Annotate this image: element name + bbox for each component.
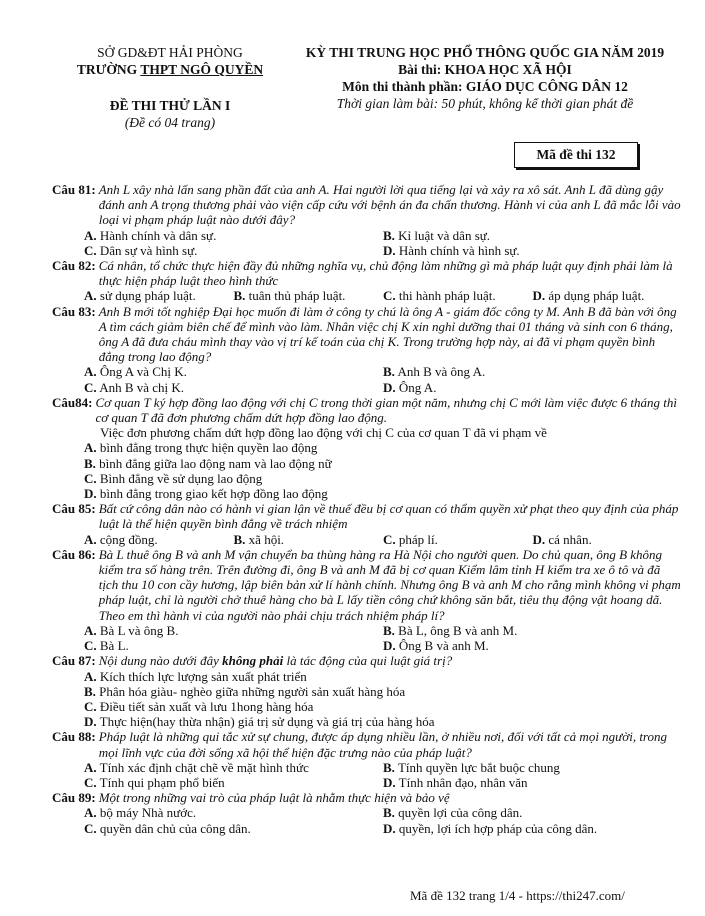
page-footer: Mã đề 132 trang 1/4 - https://thi247.com/ bbox=[410, 888, 625, 903]
answer-option bbox=[383, 288, 533, 303]
answer-options bbox=[52, 623, 682, 653]
department-name: SỞ GD&ĐT HẢI PHÒNG bbox=[97, 45, 243, 60]
question-text-part: là tác động của qui luật giá trị? bbox=[283, 653, 453, 669]
answer-option bbox=[84, 456, 682, 471]
option-letter: C. bbox=[84, 774, 97, 790]
option-text: Tính quyền lực bắt buộc chung bbox=[397, 759, 560, 775]
option-letter: A. bbox=[84, 288, 97, 304]
answer-option bbox=[383, 380, 682, 395]
question-subtext: Việc đơn phương chấm dứt hợp đồng lao động với chị C của cơ quan T đã vi phạm về bbox=[100, 425, 547, 441]
option-letter: B. bbox=[383, 759, 395, 775]
option-text: Bà L và ông B. bbox=[99, 622, 179, 638]
option-text: tuân thủ pháp luật. bbox=[248, 288, 346, 304]
component-title: Môn thi thành phần: GIÁO DỤC CÔNG DÂN 12 bbox=[342, 79, 628, 94]
question bbox=[52, 258, 682, 304]
option-text: Anh B và ông A. bbox=[397, 364, 486, 380]
answer-option bbox=[84, 288, 234, 303]
national-exam-title: KỲ THI TRUNG HỌC PHỔ THÔNG QUỐC GIA NĂM 2019 bbox=[305, 45, 665, 60]
header-right bbox=[290, 44, 680, 112]
answer-option bbox=[234, 532, 384, 547]
option-letter: D. bbox=[532, 288, 546, 304]
option-text: bộ máy Nhà nước. bbox=[99, 805, 197, 821]
answer-option bbox=[84, 684, 682, 699]
option-text: Tính xác định chặt chẽ về mặt hình thức bbox=[99, 759, 309, 775]
option-text: Hành chính và hình sự. bbox=[398, 242, 520, 258]
option-letter: D. bbox=[84, 714, 97, 730]
option-letter: B. bbox=[233, 288, 246, 304]
answer-option bbox=[84, 805, 383, 820]
option-text: Bà L, ông B và anh M. bbox=[398, 622, 518, 638]
answer-option bbox=[84, 699, 682, 714]
option-letter: A. bbox=[84, 227, 97, 243]
option-letter: C. bbox=[84, 638, 97, 654]
option-letter: A. bbox=[84, 759, 97, 775]
option-text: Ông A và Chị K. bbox=[99, 364, 187, 380]
answer-option bbox=[383, 243, 682, 258]
question-number: Câu 81: bbox=[52, 182, 96, 197]
option-letter: C. bbox=[84, 470, 97, 486]
option-text: Ông B và anh M. bbox=[398, 638, 489, 654]
option-text: Kích thích lực lượng sản xuất phát triển bbox=[99, 668, 307, 684]
option-text: Bình đẳng về sử dụng lao động bbox=[99, 470, 263, 486]
answer-options bbox=[52, 532, 682, 547]
option-letter: B. bbox=[383, 805, 395, 821]
option-text: Thực hiện(hay thừa nhận) giá trị sử dụng và giá trị của hàng hóa bbox=[99, 714, 435, 730]
answer-option bbox=[383, 821, 682, 836]
option-text: Kỉ luật và dân sự. bbox=[398, 227, 491, 243]
answer-option bbox=[383, 532, 533, 547]
answer-option bbox=[383, 805, 682, 820]
answer-option bbox=[84, 638, 383, 653]
option-letter: D. bbox=[383, 242, 396, 258]
answer-options bbox=[52, 228, 682, 258]
option-letter: B. bbox=[383, 622, 395, 638]
option-text: bình đẳng trong giao kết hợp đồng lao động bbox=[99, 486, 328, 502]
answer-option bbox=[84, 380, 383, 395]
answer-option bbox=[84, 775, 383, 790]
option-letter: A. bbox=[84, 622, 97, 638]
answer-option bbox=[84, 243, 383, 258]
option-text: Anh B và chị K. bbox=[99, 379, 185, 395]
option-text: thi hành pháp luật. bbox=[398, 288, 496, 304]
answer-option bbox=[84, 486, 682, 501]
answer-option bbox=[533, 288, 683, 303]
question-text: Bất cứ công dân nào có hành vi gian lận về thuế đều bị cơ quan có thẩm quyền xử phạt theo quy định của pháp luật là thể hiện quyền bình đẳng về trách nhiệm bbox=[98, 501, 679, 532]
option-text: Tính qui phạm phổ biến bbox=[99, 774, 225, 790]
answer-option bbox=[84, 532, 234, 547]
option-text: sử dụng pháp luật. bbox=[99, 288, 196, 304]
question-text bbox=[99, 653, 682, 668]
answer-option bbox=[383, 364, 682, 379]
option-letter: D. bbox=[383, 774, 396, 790]
answer-options bbox=[52, 669, 682, 730]
option-letter: D. bbox=[383, 638, 396, 654]
question-text: Cá nhân, tổ chức thực hiện đầy đủ những nghĩa vụ, chủ động làm những gì mà pháp luật quy định phải làm là thực hiện pháp luật theo hình thức bbox=[98, 258, 673, 289]
option-text: Phân hóa giàu- nghèo giữa những người sản xuất hàng hóa bbox=[99, 683, 406, 699]
answer-option bbox=[84, 228, 383, 243]
answer-option bbox=[84, 623, 383, 638]
question bbox=[52, 790, 682, 836]
school-name: TRƯỜNG THPT NGÔ QUYỀN bbox=[76, 62, 264, 77]
option-text: áp dụng pháp luật. bbox=[548, 288, 645, 304]
question-number: Câu 82: bbox=[52, 258, 96, 274]
option-letter: B. bbox=[84, 455, 96, 471]
answer-option bbox=[84, 364, 383, 379]
question-text-part: Nội dung nào dưới đây bbox=[98, 653, 223, 669]
option-letter: D. bbox=[532, 531, 546, 547]
question-number: Câu84: bbox=[52, 394, 93, 410]
answer-option bbox=[383, 228, 682, 243]
subject-title: Bài thi: KHOA HỌC XÃ HỘI bbox=[398, 62, 572, 77]
option-text: pháp lí. bbox=[398, 531, 438, 547]
question-number: Câu 87: bbox=[52, 653, 96, 669]
option-text: quyền, lợi ích hợp pháp của công dân. bbox=[398, 820, 598, 836]
option-text: Ông A. bbox=[398, 379, 437, 395]
question bbox=[52, 729, 682, 790]
answer-option bbox=[383, 638, 682, 653]
question-text: Anh B mới tốt nghiệp Đại học muốn đi làm ở công ty chú là ông A - giám đốc công ty M. Anh B đã bàn với ông A tìm cách giảm biên chế để mình vào làm. Nhân việc chị K xin nghỉ dưỡng thai 01 tháng và sinh con 6 tháng, ông A đã đưa cháu mình thay vào vị trí kế toán của chị K. Trong trường hợp này, ai đã vi phạm quyền bình đẳng trong lao động? bbox=[98, 303, 677, 365]
answer-option bbox=[84, 440, 682, 455]
option-text: cá nhân. bbox=[548, 531, 592, 547]
question-text: Một trong những vai trò của pháp luật là nhằm thực hiện và bảo vệ bbox=[98, 790, 450, 806]
option-text: Dân sự và hình sự. bbox=[99, 242, 198, 258]
answer-option bbox=[84, 471, 682, 486]
option-text: Tính nhân đạo, nhân văn bbox=[398, 774, 528, 790]
answer-options bbox=[52, 364, 682, 394]
option-letter: C. bbox=[84, 379, 97, 395]
question-text-emphasis: không phải bbox=[222, 653, 284, 669]
option-letter: B. bbox=[84, 683, 96, 699]
option-letter: C. bbox=[84, 820, 97, 836]
time-note: Thời gian làm bài: 50 phút, không kể thời gian phát đề bbox=[336, 96, 634, 111]
answer-option bbox=[84, 669, 682, 684]
exam-code-box: Mã đề thi 132 bbox=[514, 142, 638, 168]
answer-option bbox=[84, 760, 383, 775]
exam-title: ĐỀ THI THỬ LẦN I bbox=[109, 98, 231, 113]
question-text: Pháp luật là những qui tắc xử sự chung, được áp dụng nhiều lần, ở nhiều nơi, đối với tất cả mọi người, trong mọi lĩnh vực của đời sống xã hội thể hiện đặc trưng nào của pháp luật? bbox=[98, 729, 668, 760]
option-letter: A. bbox=[84, 440, 97, 456]
answer-options bbox=[52, 760, 682, 790]
option-text: Hành chính và dân sự. bbox=[99, 227, 217, 243]
question-number: Câu 86: bbox=[52, 546, 96, 562]
option-letter: D. bbox=[383, 379, 396, 395]
question bbox=[52, 547, 682, 653]
option-text: Bà L. bbox=[99, 638, 129, 654]
answer-option bbox=[383, 760, 682, 775]
option-letter: C. bbox=[84, 242, 97, 258]
answer-options bbox=[52, 805, 682, 835]
answer-option bbox=[383, 775, 682, 790]
option-letter: B. bbox=[233, 531, 246, 547]
question-text: Anh L xây nhà lấn sang phần đất của anh A. Hai người lời qua tiếng lại và xảy ra xô sát. Anh L đã dùng gậy đánh anh A trọng thương phải vào viện cấp cứu với bệnh án đa chấn thương. Hành vi của anh L đã mắc lỗi vào loại vi phạm pháp luật nào dưới đây? bbox=[98, 182, 681, 228]
option-letter: D. bbox=[84, 486, 97, 502]
question-number: Câu 85: bbox=[52, 501, 96, 517]
question bbox=[52, 653, 682, 729]
question-number: Câu 83: bbox=[52, 303, 96, 319]
header-left bbox=[60, 44, 280, 131]
option-letter: A. bbox=[84, 364, 97, 380]
option-letter: A. bbox=[84, 805, 97, 821]
answer-option bbox=[533, 532, 683, 547]
question-text: Cơ quan T ký hợp đồng lao động với chị C trong thời gian một năm, nhưng chị C mới làm việc được 6 tháng thì cơ quan T đã đơn phương chấm dứt hợp đồng lao động. bbox=[95, 394, 678, 426]
option-letter: A. bbox=[84, 531, 97, 547]
option-text: xã hội. bbox=[248, 531, 285, 547]
option-text: bình đẳng trong thực hiện quyền lao động bbox=[99, 440, 318, 456]
question-number: Câu 88: bbox=[52, 729, 96, 745]
answer-option bbox=[84, 821, 383, 836]
option-text: cộng đồng. bbox=[99, 531, 158, 547]
question bbox=[52, 304, 682, 395]
question-number: Câu 89: bbox=[52, 790, 96, 806]
option-letter: D. bbox=[383, 820, 396, 836]
option-letter: C. bbox=[383, 288, 396, 304]
option-letter: C. bbox=[383, 531, 396, 547]
answer-options bbox=[52, 288, 682, 303]
answer-option bbox=[234, 288, 384, 303]
question bbox=[52, 395, 682, 501]
option-letter: B. bbox=[383, 227, 395, 243]
question-text: Bà L thuê ông B và anh M vận chuyển ba thùng hàng ra Hà Nội cho người quen. Do chủ quan, ông B không kiểm tra số hàng trên. Trên đường đi, ông B và anh M đã bị cơ quan Kiểm lâm tỉnh H kiểm tra xe ô tô và đã tịch thu 10 con cầy hương, lập biên bản xử lí hành chính. Nhưng ông B và anh M cho rằng mình không vi phạm pháp luật, chỉ là người chở thuê hàng cho bà L lấy tiền công chứ không săn bắt, tiêu thụ động vật hoang dã. Theo em thì hành vi của người nào phải chịu trách nhiệm pháp lí? bbox=[98, 546, 681, 623]
answer-option bbox=[84, 714, 682, 729]
question-list bbox=[52, 182, 682, 836]
answer-options bbox=[52, 440, 682, 501]
option-text: quyền dân chủ của công dân. bbox=[99, 820, 251, 836]
pages-note: (Đề có 04 trang) bbox=[124, 115, 216, 130]
option-letter: B. bbox=[383, 364, 395, 380]
answer-option bbox=[383, 623, 682, 638]
question bbox=[52, 501, 682, 547]
option-letter: A. bbox=[84, 668, 97, 684]
option-letter: C. bbox=[84, 698, 97, 714]
option-text: quyền lợi của công dân. bbox=[398, 805, 523, 821]
option-text: bình đẳng giữa lao động nam và lao động nữ bbox=[99, 455, 332, 471]
question bbox=[52, 182, 682, 258]
option-text: Điều tiết sản xuất và lưu 1hong hàng hóa bbox=[99, 698, 314, 714]
